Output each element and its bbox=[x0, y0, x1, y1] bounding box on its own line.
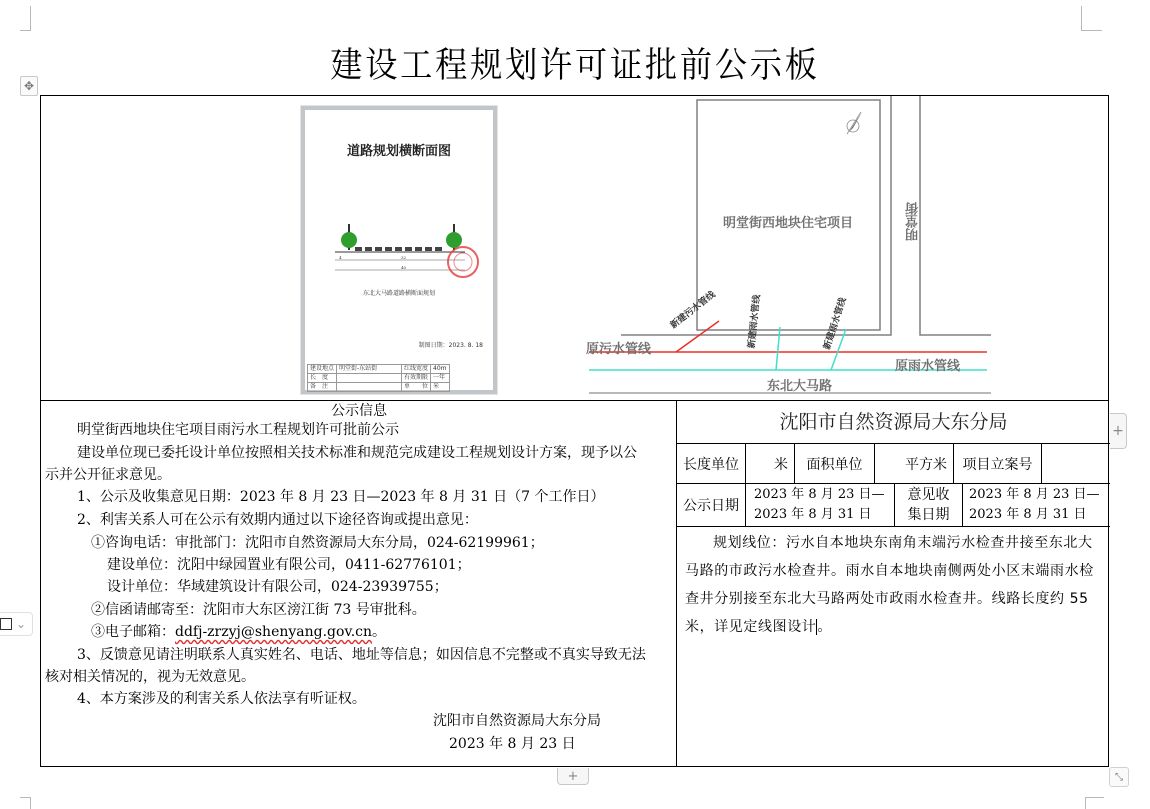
notice-item-2: 2、利害关系人可在公示有效期内通过以下途径咨询或提出意见： bbox=[77, 512, 478, 528]
site-plan-map bbox=[571, 96, 1111, 400]
cross-section-caption: 东北大马路道路横断面规划 bbox=[362, 290, 435, 297]
contact-designer: 设计单位：华域建筑设计有限公司，024-23939755； bbox=[107, 579, 448, 595]
cell: 备 注 bbox=[308, 383, 337, 392]
project-no-label: 项目立案号 bbox=[954, 444, 1042, 483]
area-unit-value: 平方米 bbox=[875, 444, 954, 483]
new-rain-label-1: 新建雨水管线 bbox=[747, 294, 763, 349]
feedback-date-label: 意见收 集日期 bbox=[895, 484, 963, 526]
signature-org: 沈阳市自然资源局大东分局 bbox=[433, 713, 601, 729]
cell: 红线宽度 bbox=[402, 365, 431, 374]
notice-board-table bbox=[40, 95, 1109, 767]
cell bbox=[337, 383, 402, 392]
cell: 建设地点 bbox=[308, 365, 337, 374]
cell bbox=[337, 374, 402, 383]
page-corner-mark bbox=[1081, 6, 1102, 31]
chevron-down-icon: ⌄ bbox=[16, 617, 27, 631]
email-link[interactable]: ddfj-zrzyj@shenyang.gov.cn bbox=[175, 624, 373, 640]
drawing-info-table bbox=[307, 364, 450, 392]
svg-text:40: 40 bbox=[401, 265, 407, 270]
notice-item-3-cont: 核对相关情况的，视为无效意见。 bbox=[45, 669, 255, 685]
project-no-value bbox=[1042, 444, 1110, 483]
info-panel bbox=[677, 401, 1110, 767]
road-cross-section-image bbox=[301, 106, 497, 394]
add-row-button[interactable] bbox=[557, 768, 589, 785]
drawing-date: 制图日期：2023. 8. 18 bbox=[418, 342, 483, 349]
svg-text:4: 4 bbox=[339, 255, 342, 260]
drawings-row bbox=[41, 96, 1108, 401]
contact-builder: 建设单位：沈阳中绿园置业有限公司，0411-62776101； bbox=[107, 557, 471, 573]
signature-date: 2023 年 8 月 23 日 bbox=[449, 736, 576, 752]
table-resize-handle[interactable] bbox=[1109, 767, 1129, 787]
feedback-date-value: 2023 年 8 月 23 日— 2023 年 8 月 31 日 bbox=[969, 487, 1100, 522]
page-title: 建设工程规划许可证批前公示板 bbox=[330, 46, 820, 86]
notice-date-value: 2023 年 8 月 23 日— 2023 年 8 月 31 日 bbox=[746, 484, 895, 526]
cell: 40m bbox=[431, 365, 449, 374]
new-rain-label-2: 新建雨水管线 bbox=[822, 296, 849, 351]
add-column-button[interactable] bbox=[1110, 413, 1127, 449]
notice-intro-cont: 示并公开征求意见。 bbox=[45, 467, 171, 483]
plus-icon: + bbox=[1112, 423, 1124, 439]
cell: 一年 bbox=[431, 374, 449, 383]
project-lot-label: 明堂街西地块住宅项目 bbox=[723, 216, 854, 231]
page-corner-mark bbox=[1085, 797, 1104, 809]
cell: 有效期限 bbox=[402, 374, 431, 383]
site-plan-drawing bbox=[571, 96, 1111, 400]
layout-options-widget[interactable] bbox=[0, 612, 33, 636]
page-corner-mark bbox=[20, 797, 31, 809]
cell: 长 度 bbox=[308, 374, 337, 383]
cross-section-title: 道路规划横断面图 bbox=[346, 144, 451, 159]
text-wrap-icon bbox=[0, 618, 12, 630]
plus-icon: + bbox=[567, 768, 579, 784]
page-corner-mark bbox=[20, 6, 31, 31]
notice-item-3: 3、反馈意见请注明联系人真实姓名、电话、地址等信息；如因信息不完整或不真实导致无法 bbox=[77, 647, 646, 663]
contact-phone: ①咨询电话：审批部门：沈阳市自然资源局大东分局，024-62199961； bbox=[91, 535, 544, 551]
contact-email-line bbox=[91, 621, 386, 643]
cell: 明堂街-东站街 bbox=[337, 365, 402, 374]
public-notice-section bbox=[41, 401, 677, 767]
contact-mail: ②信函请邮寄至：沈阳市大东区滂江街 73 号审批科。 bbox=[91, 602, 426, 618]
dates-row bbox=[677, 484, 1110, 527]
cell: 单 位 bbox=[402, 383, 431, 392]
table-move-handle[interactable] bbox=[20, 76, 38, 96]
old-sewage-label: 原污水管线 bbox=[586, 342, 652, 357]
notice-subtitle: 明堂街西地块住宅项目雨污水工程规划许可批前公示 bbox=[77, 422, 399, 438]
north-arrow-icon bbox=[847, 112, 862, 134]
area-unit-label: 面积单位 bbox=[795, 444, 875, 483]
cell: 米 bbox=[431, 383, 449, 392]
move-icon: ✥ bbox=[23, 79, 35, 93]
length-unit-label: 长度单位 bbox=[677, 444, 746, 483]
length-unit-value: 米 bbox=[746, 444, 795, 483]
cross-section-drawing bbox=[305, 220, 493, 290]
new-sewage-label: 新建污水管线 bbox=[668, 289, 718, 331]
old-rain-label: 原雨水管线 bbox=[895, 359, 961, 374]
notice-date-label: 公示日期 bbox=[677, 484, 746, 526]
email-end: 。 bbox=[372, 624, 387, 640]
notice-item-1: 1、公示及收集意见日期：2023 年 8 月 23 日—2023 年 8 月 31 日（7 个工作日） bbox=[77, 489, 605, 505]
units-row bbox=[677, 444, 1110, 484]
svg-text:32: 32 bbox=[401, 255, 407, 260]
notice-heading: 公示信息 bbox=[331, 403, 387, 419]
road-label-dongbei: 东北大马路 bbox=[767, 379, 833, 394]
text-cursor bbox=[816, 619, 817, 635]
authority-heading: 沈阳市自然资源局大东分局 bbox=[677, 401, 1110, 444]
resize-icon: ⤡ bbox=[1115, 771, 1123, 783]
route-description[interactable]: 规划线位：污水自本地块东南角末端污水检查井接至东北大马路的市政污水检查井。雨水自本地块南侧两处小区末端雨水检查井分别接至东北大马路两处市政雨水检查井。线路长度约 55 米，详见定线图设计。 bbox=[685, 535, 1094, 635]
email-label: ③电子邮箱： bbox=[91, 624, 175, 640]
notice-intro: 建设单位现已委托设计单位按照相关技术标准和规范完成建设工程规划设计方案，现予以公 bbox=[77, 445, 637, 461]
notice-item-4: 4、本方案涉及的利害关系人依法享有听证权。 bbox=[77, 691, 366, 707]
street-label-mingtang: 明堂街 bbox=[906, 202, 921, 241]
